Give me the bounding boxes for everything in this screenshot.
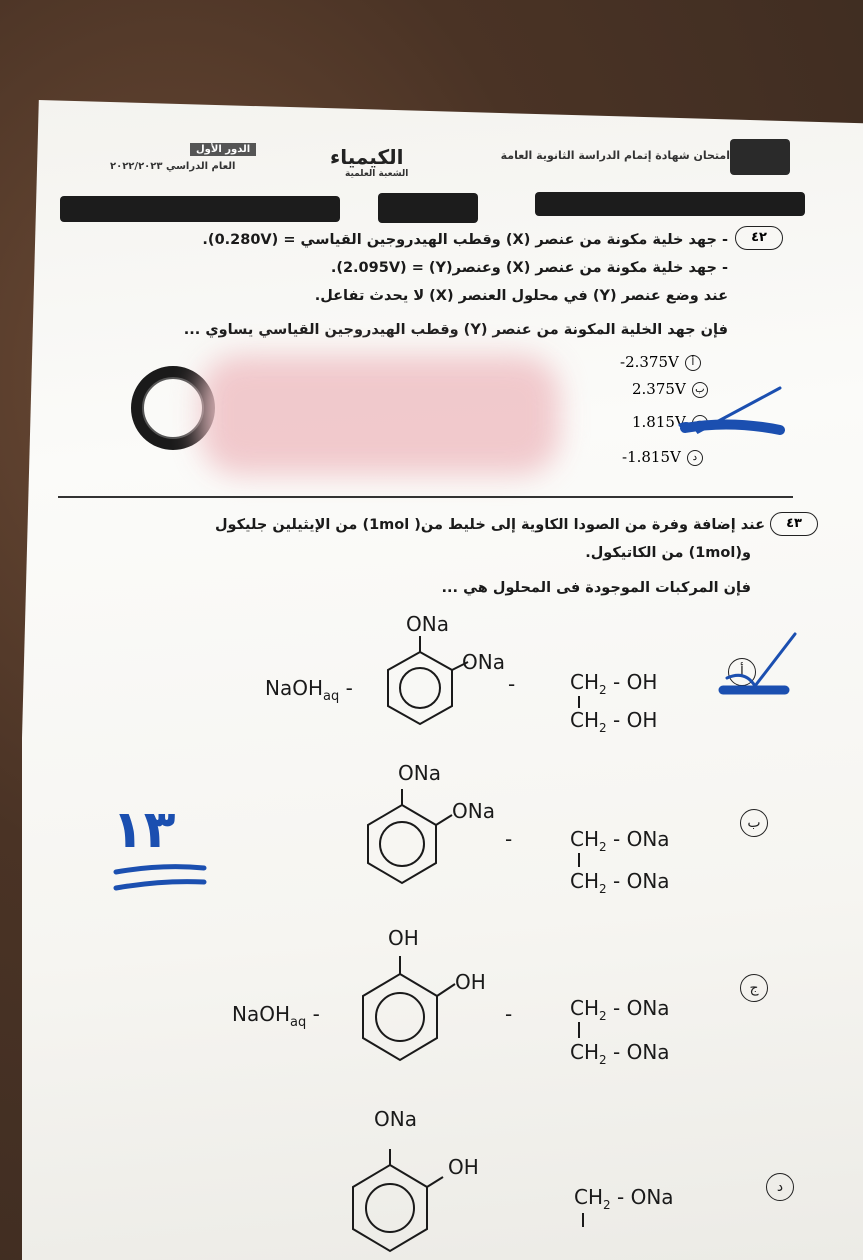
benzene-ring — [335, 1135, 495, 1260]
dash: - — [508, 672, 516, 696]
option-letter-b: ب — [740, 809, 768, 837]
ch2-bond — [578, 853, 580, 867]
question-number-42: ٤٢ — [735, 226, 783, 250]
q42-line-3: عند وضع عنصر (Y) في محلول العنصر (X) لا يحدث تفاعل. — [314, 288, 728, 304]
ring-top-substituent: OH — [388, 926, 419, 950]
benzene-ring — [345, 934, 505, 1074]
ch2-top: $CH_2$ - ONa — [574, 1185, 674, 1212]
ring-side-substituent: ONa — [462, 650, 505, 674]
ch2-bottom: $CH_2$ - ONa — [570, 869, 670, 896]
ch2-bond — [582, 1213, 584, 1227]
question-divider — [58, 496, 793, 498]
ring-side-substituent: OH — [448, 1155, 479, 1179]
blurred-region — [200, 355, 560, 475]
q42-option-b[interactable]: 2.375V ب — [632, 380, 708, 398]
q42-prompt: فإن جهد الخلية المكونة من عنصر (Y) وقطب الهيدروجين القياسي يساوي ... — [183, 322, 728, 338]
handwritten-checkmark-q42 — [670, 380, 790, 450]
q43-option-c[interactable] — [0, 920, 863, 1090]
ring-top-substituent: ONa — [406, 612, 449, 636]
option-letter-a: أ — [728, 658, 756, 686]
q43-option-d[interactable] — [0, 1105, 863, 1260]
term-label: الدور الأول — [190, 143, 256, 156]
naoh-label: NaOH$_{aq}$ - — [232, 1002, 320, 1030]
branch-label: الشعبة العلمية — [345, 169, 409, 179]
question-42 — [0, 0, 863, 480]
q43-option-a[interactable] — [0, 610, 863, 750]
q42-option-d[interactable]: -1.815V د — [622, 448, 703, 466]
subject-title: الكيمياء — [330, 145, 404, 169]
ch2-bond — [578, 1022, 580, 1038]
dash: - — [505, 827, 513, 851]
ring-top-substituent: ONa — [374, 1107, 417, 1131]
ring-top-substituent: ONa — [398, 761, 441, 785]
year-label: العام الدراسي ٢٠٢٢/٢٠٢٣ — [110, 161, 236, 172]
q43-line-1: عند إضافة وفرة من الصودا الكاوية إلى خليط من( 1mol) من الإيثيلين جليكول — [214, 517, 765, 533]
q42-line-2: - جهد خلية مكونة من عنصر (X) وعنصر(Y) = (2.095V). — [330, 260, 728, 276]
ch2-bond — [578, 696, 580, 708]
q42-option-c[interactable]: 1.815V ج — [632, 413, 708, 431]
exam-title: امتحان شهادة إتمام الدراسة الثانوية العامة — [500, 149, 730, 162]
ring-side-substituent: OH — [455, 970, 486, 994]
q43-line-2: و(1mol) من الكاتيكول. — [585, 545, 751, 561]
ch2-top: $CH_2$ - ONa — [570, 827, 670, 854]
question-number-43: ٤٣ — [770, 512, 818, 536]
dash: - — [505, 1002, 513, 1026]
q42-line-1: - جهد خلية مكونة من عنصر (X) وقطب الهيدروجين القياسي = (0.280V). — [202, 232, 728, 248]
q42-option-a[interactable]: -2.375V أ — [620, 353, 701, 371]
option-letter-c: ج — [740, 974, 768, 1002]
ch2-bottom: $CH_2$ - ONa — [570, 1040, 670, 1067]
ring-side-substituent: ONa — [452, 799, 495, 823]
ch2-top: $CH_2$ - ONa — [570, 996, 670, 1023]
handwritten-score: ١٣ — [112, 800, 212, 910]
naoh-label: NaOH$_{aq}$ - — [265, 676, 353, 704]
handwritten-checkmark-q43 — [715, 620, 805, 700]
score-underline — [112, 860, 212, 900]
q43-prompt: فإن المركبات الموجودة فى المحلول هي ... — [441, 580, 751, 596]
ch2-bottom: $CH_2$ - OH — [570, 708, 658, 735]
option-letter-d: د — [766, 1173, 794, 1201]
ch2-top: $CH_2$ - OH — [570, 670, 658, 697]
